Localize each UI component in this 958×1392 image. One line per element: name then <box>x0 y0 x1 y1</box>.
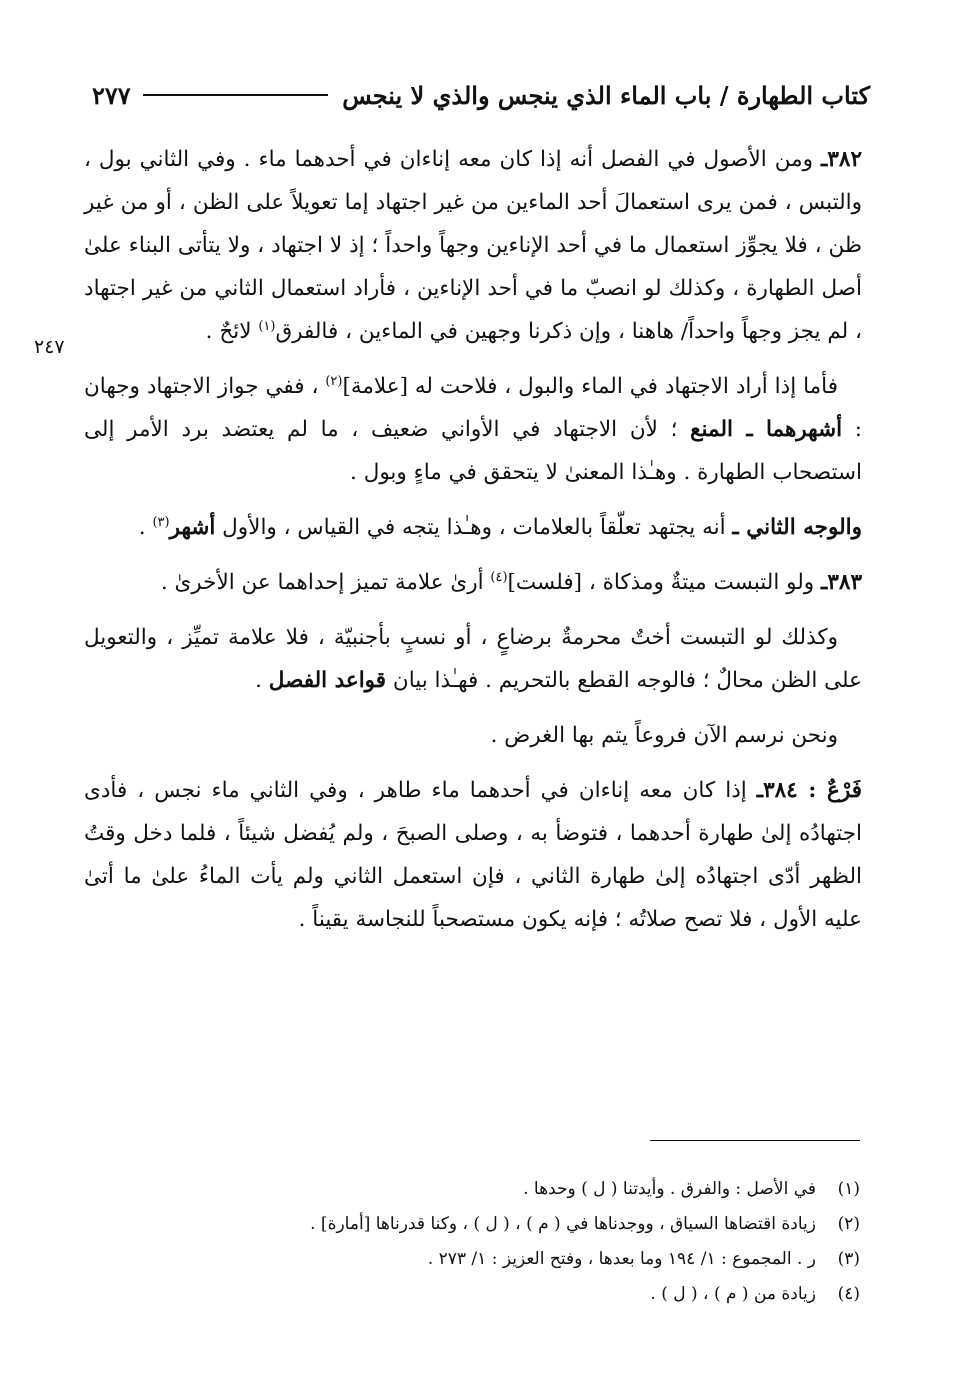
paragraph-ijtihad <box>84 365 862 494</box>
paragraph-text: ، ففي جواز الاجتهاد وجهان : <box>84 374 862 442</box>
paragraph-kinship <box>84 616 862 702</box>
running-header <box>92 78 870 112</box>
footnote-mark: (١) <box>837 1179 860 1199</box>
footnote-text: في الأصل : والفرق . وأيدتنا ( ل ) وحدها . <box>523 1179 816 1199</box>
paragraph-382 <box>84 138 862 353</box>
footnotes <box>100 1172 860 1312</box>
footnote-mark: (٣) <box>837 1249 860 1269</box>
footnote-text: ر . المجموع : ١/ ١٩٤ وما بعدها ، وفتح العزيز : ١/ ٢٧٣ . <box>427 1249 816 1269</box>
footnote-text: زيادة اقتضاها السياق ، ووجدناها في ( م ) ، ( ل ) ، وكنا قدرناها [أمارة] . <box>310 1214 816 1234</box>
paragraph-383 <box>84 561 862 604</box>
paragraph-text: إذا كان معه إناءان في أحدهما ماء طاهر ، وفي الثاني ماء نجس ، فأدى اجتهادُه إلىٰ طهارة أحدهما ، فتوضأ به ، وصلى الصبحَ ، ولم يُفضل شيئاً ، فلما دخل وقتُ الظهر أدّى اجتهادُه إلىٰ طهارة الثاني ، فإن استعمل الثاني ولم يأت الماءُ علىٰ ما أتىٰ عليه الأول ، فلا تصح صلاتُه ؛ فإنه يكون مستصحباً للنجاسة يقيناً . <box>84 778 862 932</box>
issue-number: ٣٨٢ـ <box>821 147 862 172</box>
paragraph-text: . <box>255 668 269 693</box>
footnote <box>100 1242 860 1277</box>
bold-phrase: أشهرهما ـ المنع <box>690 417 843 442</box>
footnote-mark: (٤) <box>837 1284 860 1304</box>
footnote <box>100 1172 860 1207</box>
paragraph-branches-intro: ونحن نرسم الآن فروعاً يتم بها الغرض . <box>490 723 838 748</box>
bold-phrase: قواعد الفصل <box>268 668 387 693</box>
paragraph-384 <box>84 769 862 941</box>
running-title: كتاب الطهارة / باب الماء الذي ينجس والذي لا ينجس <box>342 80 870 110</box>
issue-number: : ٣٨٤ـ <box>756 778 827 803</box>
paragraph-text: ؛ لأن الاجتهاد في الأواني ضعيف ، ما لم يعتضد برد الأمر إلى استصحاب الطهارة . وهـٰذا المعنىٰ لا يتحقق في ماءٍ وبول . <box>84 417 862 485</box>
footnote <box>100 1277 860 1312</box>
paragraph-text: لائحٌ . <box>205 319 259 344</box>
bold-phrase: أشهر <box>169 515 216 540</box>
footnote-divider <box>650 1140 860 1141</box>
footnote <box>100 1207 860 1242</box>
bold-phrase: والوجه الثاني ـ <box>732 515 862 540</box>
paragraph-second-view <box>84 506 862 549</box>
paragraph-text: فأما إذا أراد الاجتهاد في الماء والبول ، فلاحت له [علامة] <box>342 374 838 399</box>
header-rule <box>143 94 329 96</box>
footnote-ref: (٢) <box>325 373 343 389</box>
margin-page-reference: ٢٤٧ <box>34 336 65 358</box>
footnote-mark: (٢) <box>837 1214 860 1234</box>
paragraph-text: . <box>138 515 153 540</box>
branch-label: فَرْعٌ <box>827 778 862 803</box>
footnote-text: زيادة من ( م ) ، ( ل ) . <box>650 1284 816 1304</box>
page-number: ٢٧٧ <box>92 80 131 110</box>
footnote-ref: (٣) <box>152 514 170 530</box>
issue-number: ٣٨٣ـ <box>821 570 862 595</box>
paragraph-text: أرىٰ علامة تميز إحداهما عن الأخرىٰ . <box>160 570 491 595</box>
paragraph-text: وكذلك لو التبست أختٌ محرمةٌ برضاعٍ ، أو نسبٍ بأجنبيّة ، فلا علامة تميِّز ، والتعويل على الظن محالٌ ؛ فالوجه القطع بالتحريم . فهـٰذا بيان <box>84 625 862 693</box>
paragraph-text: ومن الأصول في الفصل أنه إذا كان معه إناءان في أحدهما ماء . وفي الثاني بول ، والتبس ، فمن يرى استعمالَ أحد الماءين من غير اجتهاد إما تعويلاً على الظن ، أو من غير ظن ، فلا يجوِّز استعمال ما في أحد الإناءين وجهاً واحداً ؛ إذ لا اجتهاد ، ولا يتأتى البناء علىٰ أصل الطهارة ، وكذلك لو انصبّ ما في أحد الإناءين ، فأراد استعمال الثاني من غير اجتهاد ، لم يجز وجهاً واحداً/ هاهنا ، وإن ذكرنا وجهين في الماءين ، فالفرق <box>84 147 862 344</box>
paragraph-text: ولو التبست ميتةٌ ومذكاة ، [فلست] <box>507 570 822 595</box>
footnote-ref: (١) <box>258 318 276 334</box>
paragraph-text: أنه يجتهد تعلّقاً بالعلامات ، وهـٰذا يتجه في القياس ، والأول <box>215 515 733 540</box>
main-text <box>84 138 862 953</box>
footnote-ref: (٤) <box>490 569 508 585</box>
